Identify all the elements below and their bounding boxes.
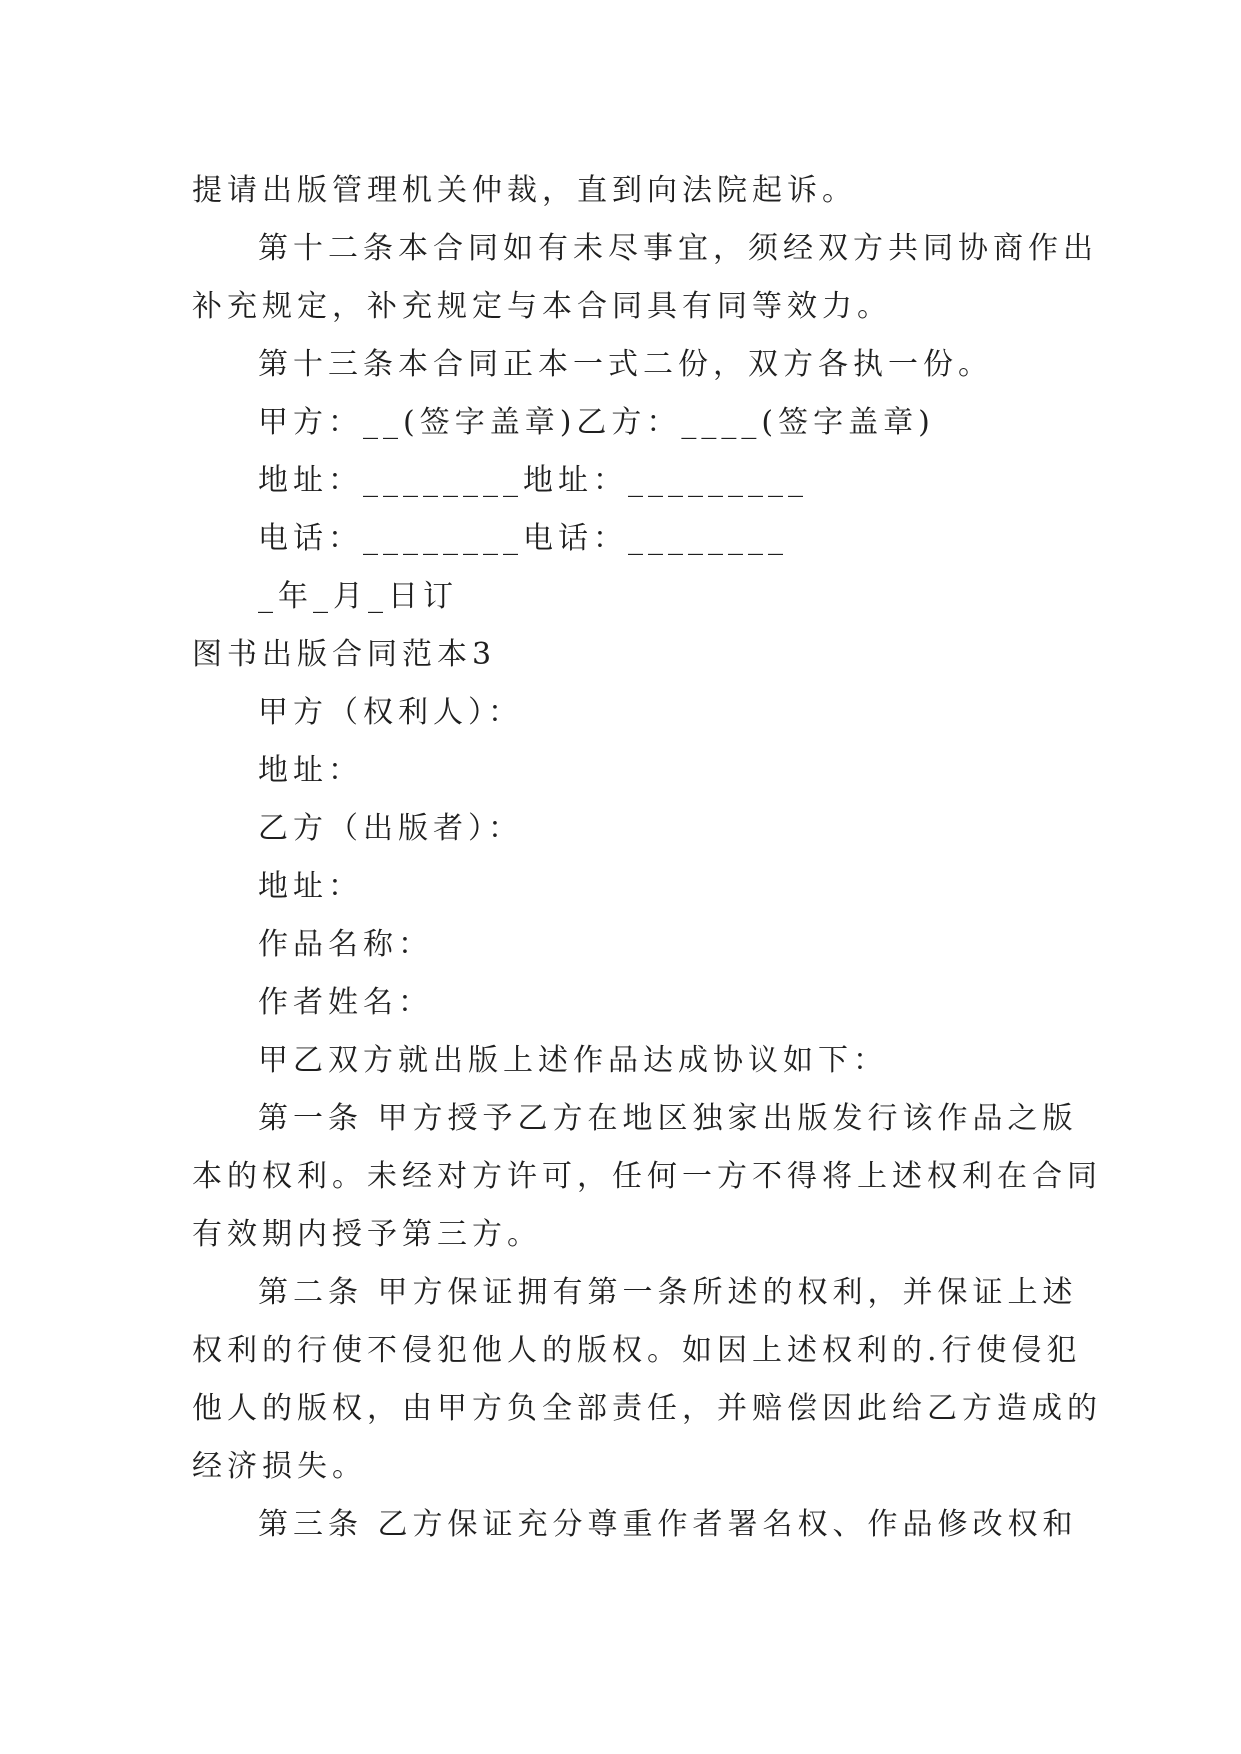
- text-line: 补充规定，补充规定与本合同具有同等效力。: [192, 289, 892, 324]
- phone-line: 电话：________电话：________: [258, 521, 788, 556]
- text-line: 权利的行使不侵犯他人的版权。如因上述权利的.行使侵犯: [192, 1333, 1082, 1368]
- text-line: 第二条 甲方保证拥有第一条所述的权利，并保证上述: [258, 1275, 1078, 1310]
- text-line: 提请出版管理机关仲裁，直到向法院起诉。: [192, 173, 857, 208]
- date-line: _年_月_日订: [258, 579, 458, 614]
- address-label: 地址：: [258, 753, 363, 788]
- signature-line: 甲方：__(签字盖章)乙方：____(签字盖章): [258, 405, 935, 440]
- text-line: 他人的版权，由甲方负全部责任，并赔偿因此给乙方造成的: [192, 1391, 1102, 1426]
- agreement-intro: 甲乙双方就出版上述作品达成协议如下：: [258, 1043, 888, 1078]
- text-line: 有效期内授予第三方。: [192, 1217, 542, 1252]
- text-line: 第十二条本合同如有未尽事宜，须经双方共同协商作出: [258, 231, 1098, 266]
- text-line: 第十三条本合同正本一式二份，双方各执一份。: [258, 347, 993, 382]
- section-heading: 图书出版合同范本3: [192, 637, 497, 672]
- text-line: 本的权利。未经对方许可，任何一方不得将上述权利在合同: [192, 1159, 1102, 1194]
- text-line: 第一条 甲方授予乙方在地区独家出版发行该作品之版: [258, 1101, 1078, 1136]
- author-name-label: 作者姓名：: [258, 985, 433, 1020]
- address-label: 地址：: [258, 869, 363, 904]
- party-b-label: 乙方（出版者）：: [258, 811, 523, 846]
- work-title-label: 作品名称：: [258, 927, 433, 962]
- text-line: 第三条 乙方保证充分尊重作者署名权、作品修改权和: [258, 1507, 1078, 1542]
- text-line: 经济损失。: [192, 1449, 367, 1484]
- party-a-label: 甲方（权利人）：: [258, 695, 523, 730]
- document-body: [192, 162, 1102, 1554]
- address-line: 地址：________地址：_________: [258, 463, 808, 498]
